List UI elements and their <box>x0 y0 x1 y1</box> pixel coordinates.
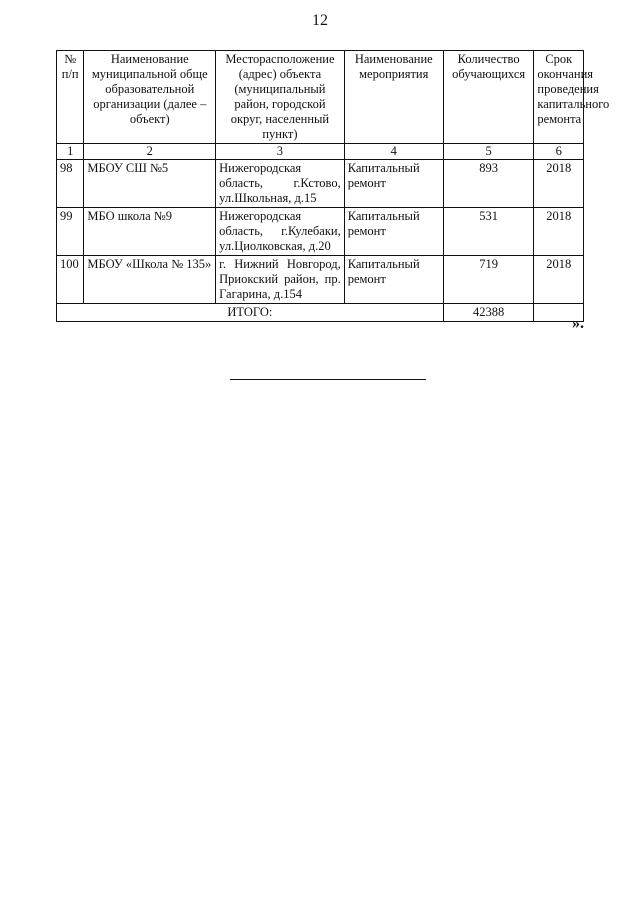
organization-address: Нижегородская область, г.Кулебаки, ул.Циолковская, д.20 <box>216 208 345 256</box>
header-deadline: Срок окончания проведения капитального ремонта <box>534 51 584 144</box>
column-number: 3 <box>216 144 345 160</box>
table-header-row <box>57 51 584 144</box>
event-name: Капитальный ремонт <box>344 160 443 208</box>
organization-name: МБО школа №9 <box>84 208 216 256</box>
header-address: Месторасположение (адрес) объекта (муниципальный район, городской округ, населенный пункт) <box>216 51 345 144</box>
students-count: 893 <box>443 160 534 208</box>
schools-table <box>56 50 610 322</box>
organization-address: Нижегородская область, г.Кстово, ул.Школьная, д.15 <box>216 160 345 208</box>
header-number: № п/п <box>57 51 84 144</box>
header-students: Количество обучающихся <box>443 51 534 144</box>
column-number: 6 <box>534 144 584 160</box>
deadline-year: 2018 <box>534 256 584 304</box>
row-number: 99 <box>57 208 84 256</box>
row-number: 98 <box>57 160 84 208</box>
total-label: ИТОГО: <box>57 304 444 322</box>
table-row <box>57 160 584 208</box>
header-organization: Наименование муниципальной обще образовательной организации (далее – объект) <box>84 51 216 144</box>
organization-name: МБОУ СШ №5 <box>84 160 216 208</box>
total-row <box>57 304 584 322</box>
column-numbers-row <box>57 144 584 160</box>
separator-line <box>230 379 426 380</box>
event-name: Капитальный ремонт <box>344 256 443 304</box>
column-number: 5 <box>443 144 534 160</box>
total-value: 42388 <box>443 304 534 322</box>
students-count: 531 <box>443 208 534 256</box>
deadline-year: 2018 <box>534 160 584 208</box>
table-row <box>57 208 584 256</box>
column-number: 4 <box>344 144 443 160</box>
column-number: 2 <box>84 144 216 160</box>
deadline-year: 2018 <box>534 208 584 256</box>
closing-quote-mark: ». <box>572 315 584 332</box>
row-number: 100 <box>57 256 84 304</box>
page-number: 12 <box>312 12 328 29</box>
students-count: 719 <box>443 256 534 304</box>
organization-address: г. Нижний Новгород, Приокский район, пр. Гагарина, д.154 <box>216 256 345 304</box>
table-row <box>57 256 584 304</box>
event-name: Капитальный ремонт <box>344 208 443 256</box>
header-event: Наименование мероприятия <box>344 51 443 144</box>
organization-name: МБОУ «Школа № 135» <box>84 256 216 304</box>
column-number: 1 <box>57 144 84 160</box>
